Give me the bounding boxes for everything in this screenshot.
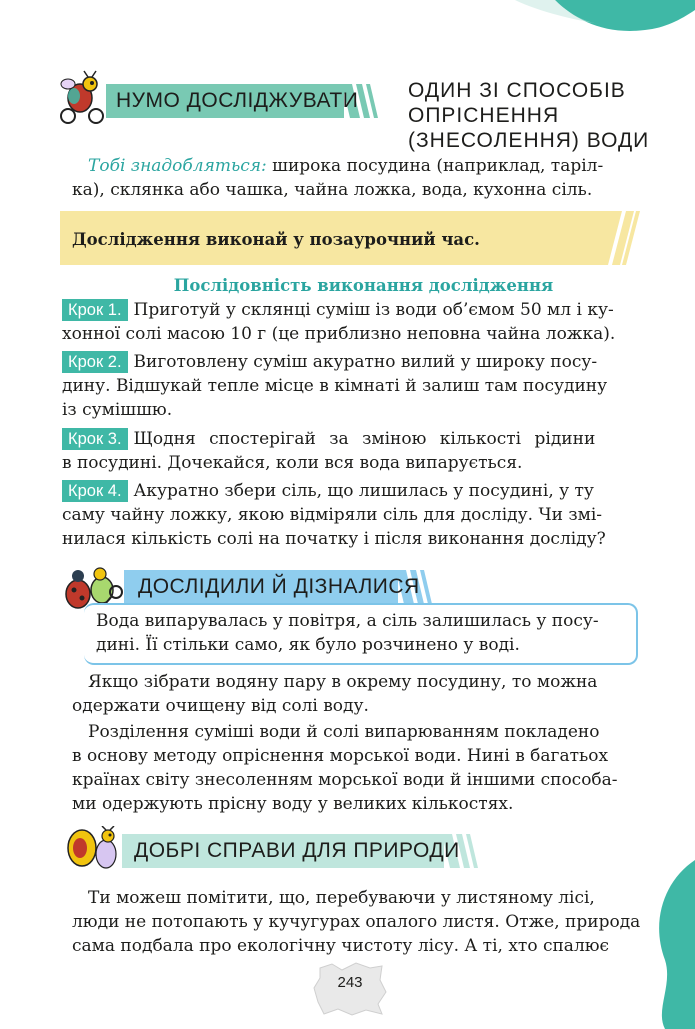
step-text: Виготовлену суміш акуратно вилий у широку посу-: [133, 352, 598, 372]
topic-line: ОПРІСНЕННЯ: [408, 104, 560, 127]
step-tag: Крок 4.: [62, 480, 128, 502]
corner-decoration-bottom: [635, 860, 695, 1029]
banner-label: НУМО ДОСЛІДЖУВАТИ: [116, 89, 359, 112]
page-number: [312, 962, 388, 1016]
materials-paragraph: [88, 154, 640, 178]
step-2: [62, 350, 640, 422]
topic-line: (ЗНЕСОЛЕННЯ) ВОДИ: [408, 129, 650, 152]
sequence-title: Послідовність виконання дослідження: [173, 276, 554, 295]
step-tag: Крок 1.: [62, 299, 128, 321]
result-text: [96, 609, 628, 657]
step-tag: Крок 2.: [62, 351, 128, 373]
banner-label: ДОБРІ СПРАВИ ДЛЯ ПРИРОДИ: [134, 839, 460, 862]
note-text: Дослідження виконай у позаурочний час.: [72, 230, 480, 249]
materials-paragraph-cont: [72, 178, 640, 202]
step-text: Щодня спостерігай за зміною кількості рідини: [133, 429, 596, 449]
materials-text: широка посудина (наприклад, таріл-: [272, 156, 604, 176]
result-line: Вода випарувалась у повітря, а сіль залишилась у посу-: [96, 611, 599, 631]
step-4: [62, 479, 640, 551]
banner-label: ДОСЛІДИЛИ Й ДІЗНАЛИСЯ: [138, 575, 420, 598]
topic-line: ОДИН ЗІ СПОСОБІВ: [408, 79, 626, 102]
butterfly-bug-icon: [62, 826, 126, 876]
paragraph-forest: Ти можеш помітити, що, перебуваючи у листяному лісі, люди не потопають у кучугурах опалого листя. Отже, природа сама подбала про екологічну чистоту лісу. А ті, хто спалює: [72, 888, 641, 956]
step-text: хонної солі масою 10 г (це приблизно неповна чайна ложка).: [62, 324, 616, 344]
step-text: саму чайну ложку, якою відміряли сіль для досліду. Чи змі-: [62, 505, 602, 525]
step-1: [62, 298, 640, 346]
paragraph-desalination: Розділення суміші води й солі випарюванням покладено в основу методу опріснення морської води. Нині в багатьох країнах світу знесоленням морської води й іншими способа- ми одержують прісну воду у великих кількостях.: [72, 722, 618, 814]
step-text: нилася кількість солі на початку і після виконання досліду?: [62, 529, 606, 549]
materials-label: Тобі знадобляться:: [88, 156, 267, 176]
topic-heading: [408, 78, 649, 153]
step-text: Приготуй у склянці суміш із води об’ємом 50 мл і ку-: [133, 300, 614, 320]
step-text: в посудині. Дочекайся, коли вся вода випарується.: [62, 453, 523, 473]
section-banner-learned: [124, 570, 438, 604]
materials-text: ка), склянка або чашка, чайна ложка, вода, кухонна сіль.: [72, 180, 593, 200]
step-3: [62, 427, 640, 475]
result-line: дині. Її стільки само, як було розчинено у воді.: [96, 635, 520, 655]
section-banner-nature: [122, 834, 484, 868]
section-banner-investigate: [106, 84, 384, 118]
page-number-text: 243: [337, 974, 363, 991]
corner-decoration-top: [515, 0, 695, 60]
step-text: Акуратно збери сіль, що лишилась у посудині, у ту: [133, 481, 594, 501]
step-text: дину. Відшукай тепле місце в кімнаті й залиш там посудину: [62, 376, 608, 396]
step-text: із сумішшю.: [62, 400, 173, 420]
paragraph-pure-water: Якщо зібрати водяну пару в окрему посудину, то можна одержати очищену від солі воду.: [72, 672, 598, 716]
step-tag: Крок 3.: [62, 428, 128, 450]
bee-on-bike-icon: [58, 70, 106, 126]
